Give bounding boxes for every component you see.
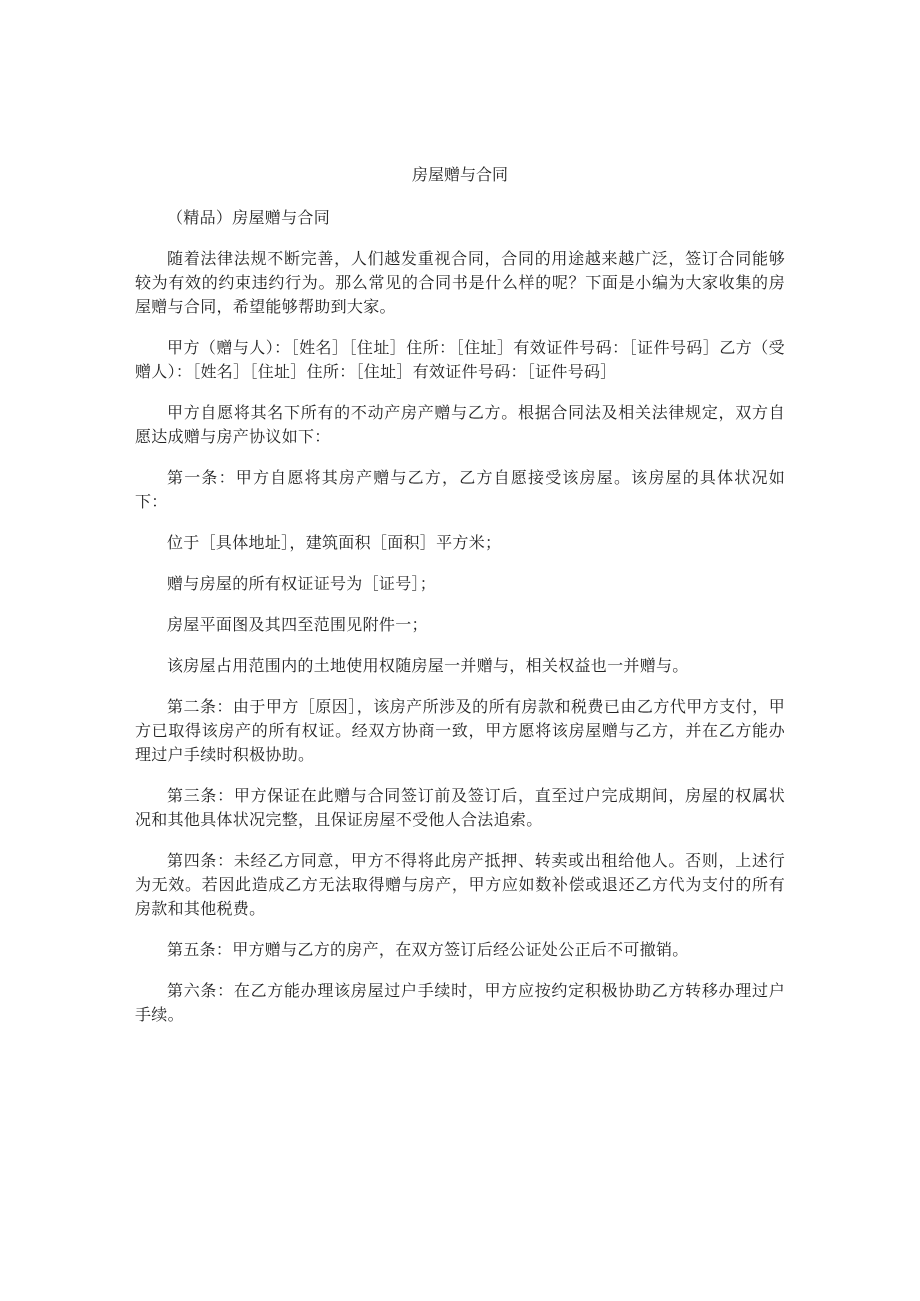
paragraph-article-6: 第六条：在乙方能办理该房屋过户手续时，甲方应按约定积极协助乙方转移办理过户手续。	[135, 981, 785, 1024]
paragraph-article-1: 第一条：甲方自愿将其房产赠与乙方，乙方自愿接受该房屋。该房屋的具体状况如下：	[135, 468, 785, 511]
paragraph-article-5: 第五条：甲方赠与乙方的房产，在双方签订后经公证处公正后不可撤销。	[167, 940, 689, 959]
paragraph-floorplan: 房屋平面图及其四至范围见附件一；	[167, 615, 428, 634]
paragraph-article-3: 第三条：甲方保证在此赠与合同签订前及签订后，直至过户完成期间，房屋的权属状况和其他具体状况完整，且保证房屋不受他人合法追索。	[135, 786, 785, 829]
paragraph-subtitle: （精品）房屋赠与合同	[167, 208, 331, 227]
paragraph-article-4: 第四条：未经乙方同意，甲方不得将此房产抵押、转卖或出租给他人。否则，上述行为无效。若因此造成乙方无法取得赠与房产，甲方应如数补偿或退还乙方代为支付的所有房款和其他税费。	[135, 851, 785, 918]
paragraph-land-use: 该房屋占用范围内的土地使用权随房屋一并赠与，相关权益也一并赠与。	[167, 656, 689, 675]
paragraph-parties: 甲方（赠与人）：［姓名］［住址］住所：［住址］有效证件号码：［证件号码］乙方（受赠人）：［姓名］［住址］住所：［住址］有效证件号码：［证件号码］	[135, 338, 785, 381]
paragraph-intro: 随着法律法规不断完善，人们越发重视合同，合同的用途越来越广泛，签订合同能够较为有效的约束违约行为。那么常见的合同书是什么样的呢？下面是小编为大家收集的房屋赠与合同，希望能够帮助到大家。	[135, 249, 785, 316]
document-title: 房屋赠与合同	[411, 165, 508, 184]
paragraph-location: 位于［具体地址］，建筑面积［面积］平方米；	[167, 533, 502, 552]
paragraph-certificate: 赠与房屋的所有权证证号为［证号］；	[167, 574, 437, 593]
paragraph-article-2: 第二条：由于甲方［原因］，该房产所涉及的所有房款和税费已由乙方代甲方支付，甲方已取得该房产的所有权证。经双方协商一致，甲方愿将该房屋赠与乙方，并在乙方能办理过户手续时积极协助。	[135, 697, 785, 764]
document-body	[135, 206, 785, 1044]
paragraph-agreement: 甲方自愿将其名下所有的不动产房产赠与乙方。根据合同法及相关法律规定，双方自愿达成赠与房产协议如下：	[135, 403, 785, 446]
